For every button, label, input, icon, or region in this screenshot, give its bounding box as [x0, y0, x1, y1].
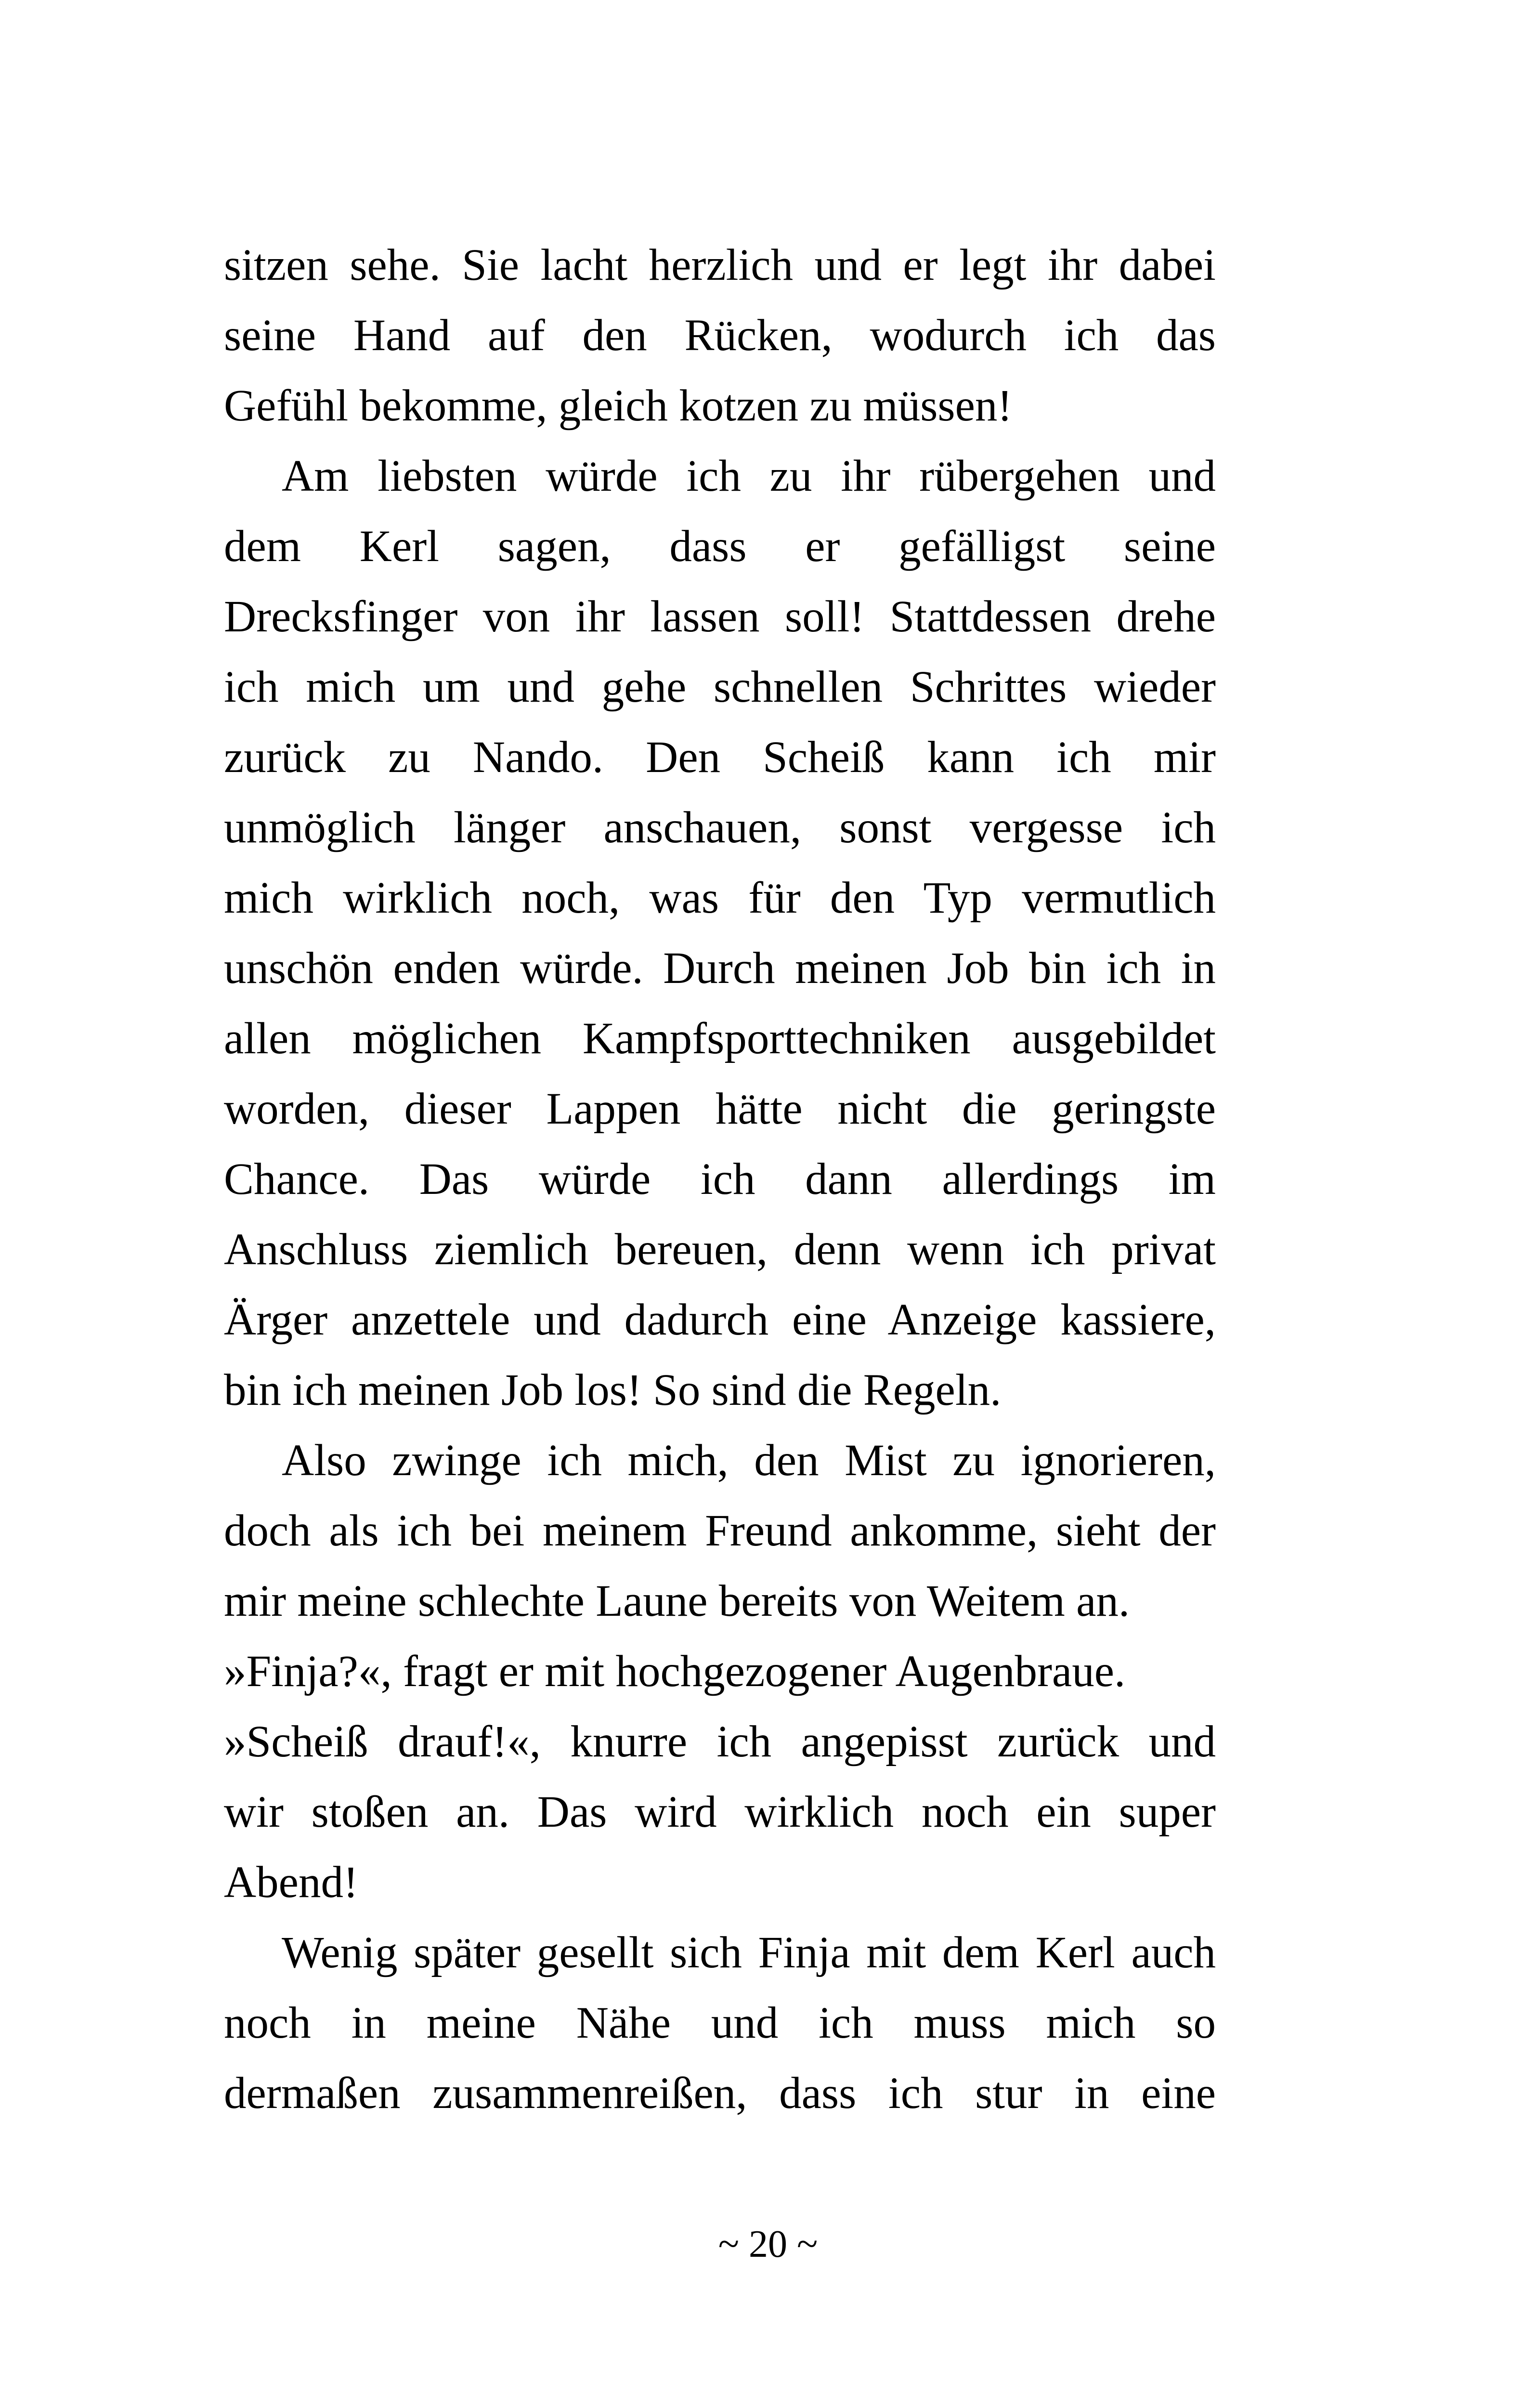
text-line: Drecksfinger von ihr lassen soll! Stattdessen drehe	[224, 592, 1216, 641]
text-line: doch als ich bei meinem Freund ankomme, sieht der	[224, 1506, 1216, 1556]
text-line: Gefühl bekomme, gleich kotzen zu müssen!	[224, 381, 1013, 431]
text-line: mich wirklich noch, was für den Typ vermutlich	[224, 873, 1216, 923]
text-line: Abend!	[224, 1858, 358, 1907]
text-line: Wenig später gesellt sich Finja mit dem Kerl auch	[282, 1928, 1216, 1977]
text-line: wir stoßen an. Das wird wirklich noch ein super	[224, 1787, 1216, 1837]
text-line: Chance. Das würde ich dann allerdings im	[224, 1154, 1216, 1204]
text-line: »Finja?«, fragt er mit hochgezogener Augenbraue.	[224, 1647, 1126, 1696]
text-line: Also zwinge ich mich, den Mist zu ignorieren,	[282, 1436, 1216, 1485]
page-number: ~ 20 ~	[718, 2223, 818, 2265]
text-line: dem Kerl sagen, dass er gefälligst seine	[224, 522, 1216, 571]
text-line: seine Hand auf den Rücken, wodurch ich das	[224, 311, 1216, 360]
text-line: zurück zu Nando. Den Scheiß kann ich mir	[224, 733, 1216, 782]
text-line: »Scheiß drauf!«, knurre ich angepisst zurück und	[224, 1717, 1216, 1767]
text-line: Am liebsten würde ich zu ihr rübergehen und	[282, 451, 1216, 501]
text-line: mir meine schlechte Laune bereits von Weitem an.	[224, 1576, 1130, 1626]
text-line: dermaßen zusammenreißen, dass ich stur in eine	[224, 2068, 1216, 2118]
text-line: sitzen sehe. Sie lacht herzlich und er legt ihr dabei	[224, 240, 1216, 290]
text-line: unschön enden würde. Durch meinen Job bin ich in	[224, 943, 1216, 993]
text-line: unmöglich länger anschauen, sonst vergesse ich	[224, 803, 1216, 852]
text-line: noch in meine Nähe und ich muss mich so	[224, 1998, 1216, 2048]
text-line: allen möglichen Kampfsporttechniken ausgebildet	[224, 1014, 1216, 1063]
text-line: Anschluss ziemlich bereuen, denn wenn ich privat	[224, 1225, 1216, 1274]
body-text	[224, 230, 1216, 2129]
text-line: bin ich meinen Job los! So sind die Regeln.	[224, 1365, 1002, 1415]
text-line: ich mich um und gehe schnellen Schrittes wieder	[224, 662, 1216, 712]
text-line: worden, dieser Lappen hätte nicht die geringste	[224, 1084, 1216, 1134]
text-line: Ärger anzettele und dadurch eine Anzeige kassiere,	[224, 1295, 1216, 1345]
